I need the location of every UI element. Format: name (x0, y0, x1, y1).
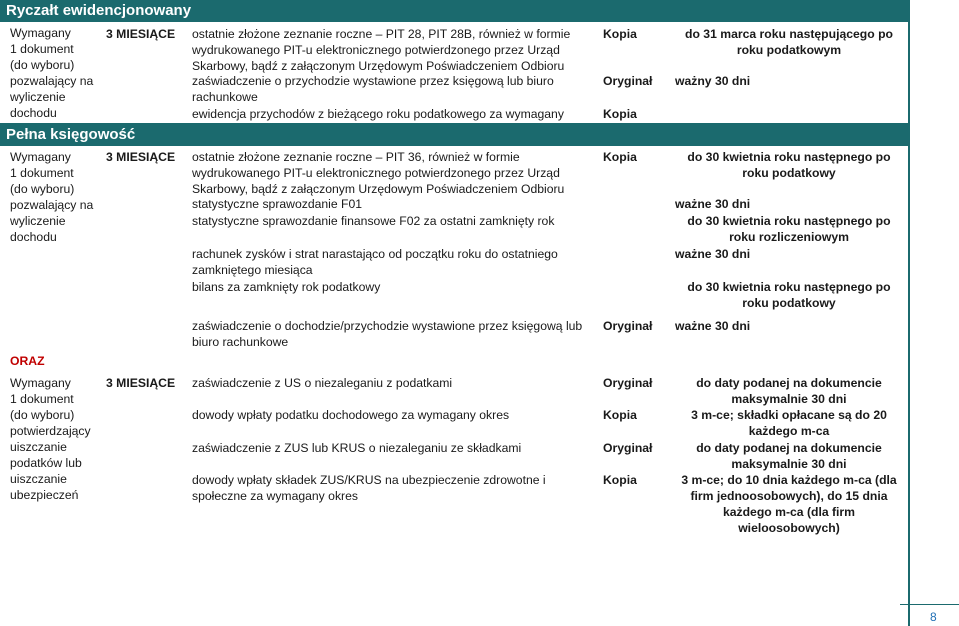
table-row-type: Oryginał (603, 319, 653, 333)
table-row-doc: ostatnie złożone zeznanie roczne – PIT 36, również w formie wydrukowanego PIT-u elektronicznego potwierdzonego przez Urząd Skarbowy, bądź z załączonym Urzędowym Poświadczeniem Odbioru (192, 150, 565, 196)
table-row-validity: ważne 30 dni (675, 319, 751, 333)
table-row-validity: do 31 marca roku następującego po roku podatkowym (685, 27, 893, 57)
table-row-validity: ważne 30 dni (675, 197, 751, 211)
table-row-type: Kopia (603, 473, 637, 487)
table-row-doc: ewidencja przychodów z bieżącego roku podatkowego za wymagany (192, 107, 564, 121)
table-row-doc: zaświadczenie o dochodzie/przychodzie wystawione przez księgową lub biuro rachunkowe (192, 319, 583, 349)
table-row-type: Kopia (603, 408, 637, 422)
section-oraz-period: 3 MIESIĄCE (106, 376, 176, 390)
table-row-validity: 3 m-ce; składki opłacane są do 20 każdego m-ca (691, 408, 887, 438)
table-row-doc: ostatnie złożone zeznanie roczne – PIT 28, PIT 28B, również w formie wydrukowanego PIT-u elektronicznego potwierdzonego przez Urząd Skarbowy, bądź z załączonym Urzędowym Poświadczeniem Odbioru (192, 27, 571, 73)
section-oraz-title: ORAZ (10, 354, 45, 368)
section-pelna-ksiegowosc-title: Pełna księgowość (0, 123, 908, 146)
table-row-doc: zaświadczenie o przychodzie wystawione przez księgową lub biuro rachunkowe (192, 74, 554, 104)
section-pelna-requirement: Wymagany 1 dokument (do wyboru) pozwalający na wyliczenie dochodu (10, 150, 94, 244)
table-row-type: Oryginał (603, 74, 653, 88)
table-row-doc: statystyczne sprawozdanie finansowe F02 za ostatni zamknięty rok (192, 214, 555, 228)
section-pelna-period: 3 MIESIĄCE (106, 150, 176, 164)
table-row-doc: bilans za zamknięty rok podatkowy (192, 280, 381, 294)
table-row-type: Kopia (603, 27, 637, 41)
section-ryczalt-title: Ryczałt ewidencjonowany (0, 0, 908, 22)
table-row-validity: do 30 kwietnia roku następnego po roku podatkowy (687, 150, 891, 180)
table-row-validity: ważny 30 dni (675, 74, 751, 88)
table-row-type: Kopia (603, 107, 637, 121)
table-row-validity: 3 m-ce; do 10 dnia każdego m-ca (dla firm jednoosobowych), do 15 dnia każdego m-ca (dla firm wieloosobowych) (681, 473, 897, 535)
page-number: 8 (930, 610, 937, 624)
table-row-doc: statystyczne sprawozdanie F01 (192, 197, 363, 211)
table-row-doc: zaświadczenie z ZUS lub KRUS o niezaleganiu ze składkami (192, 441, 522, 455)
table-row-doc: dowody wpłaty podatku dochodowego za wymagany okres (192, 408, 510, 422)
table-row-doc: rachunek zysków i strat narastająco od początku roku do ostatniego zamkniętego miesiąca (192, 247, 558, 277)
table-row-validity: do 30 kwietnia roku następnego po roku podatkowy (687, 280, 891, 310)
section-oraz-requirement: Wymagany 1 dokument (do wyboru) potwierdzający uiszczanie podatków lub uiszczanie ubezpieczeń (10, 376, 91, 502)
table-row-type: Oryginał (603, 441, 653, 455)
table-row-doc: dowody wpłaty składek ZUS/KRUS na ubezpieczenie zdrowotne i społeczne za wymagany okres (192, 473, 546, 503)
table-row-doc: zaświadczenie z US o niezaleganiu z podatkami (192, 376, 453, 390)
section-ryczalt-requirement: Wymagany 1 dokument (do wyboru) pozwalający na wyliczenie dochodu (10, 26, 94, 120)
table-row-validity: do daty podanej na dokumencie maksymalnie 30 dni (696, 376, 882, 406)
section-ryczalt-period: 3 MIESIĄCE (106, 27, 176, 41)
table-row-type: Oryginał (603, 376, 653, 390)
table-row-validity: do daty podanej na dokumencie maksymalnie 30 dni (696, 441, 882, 471)
table-row-type: Kopia (603, 150, 637, 164)
page-border-line (908, 0, 910, 626)
table-row-validity: do 30 kwietnia roku następnego po roku rozliczeniowym (687, 214, 891, 244)
footer-line (900, 604, 959, 605)
table-row-validity: ważne 30 dni (675, 247, 751, 261)
